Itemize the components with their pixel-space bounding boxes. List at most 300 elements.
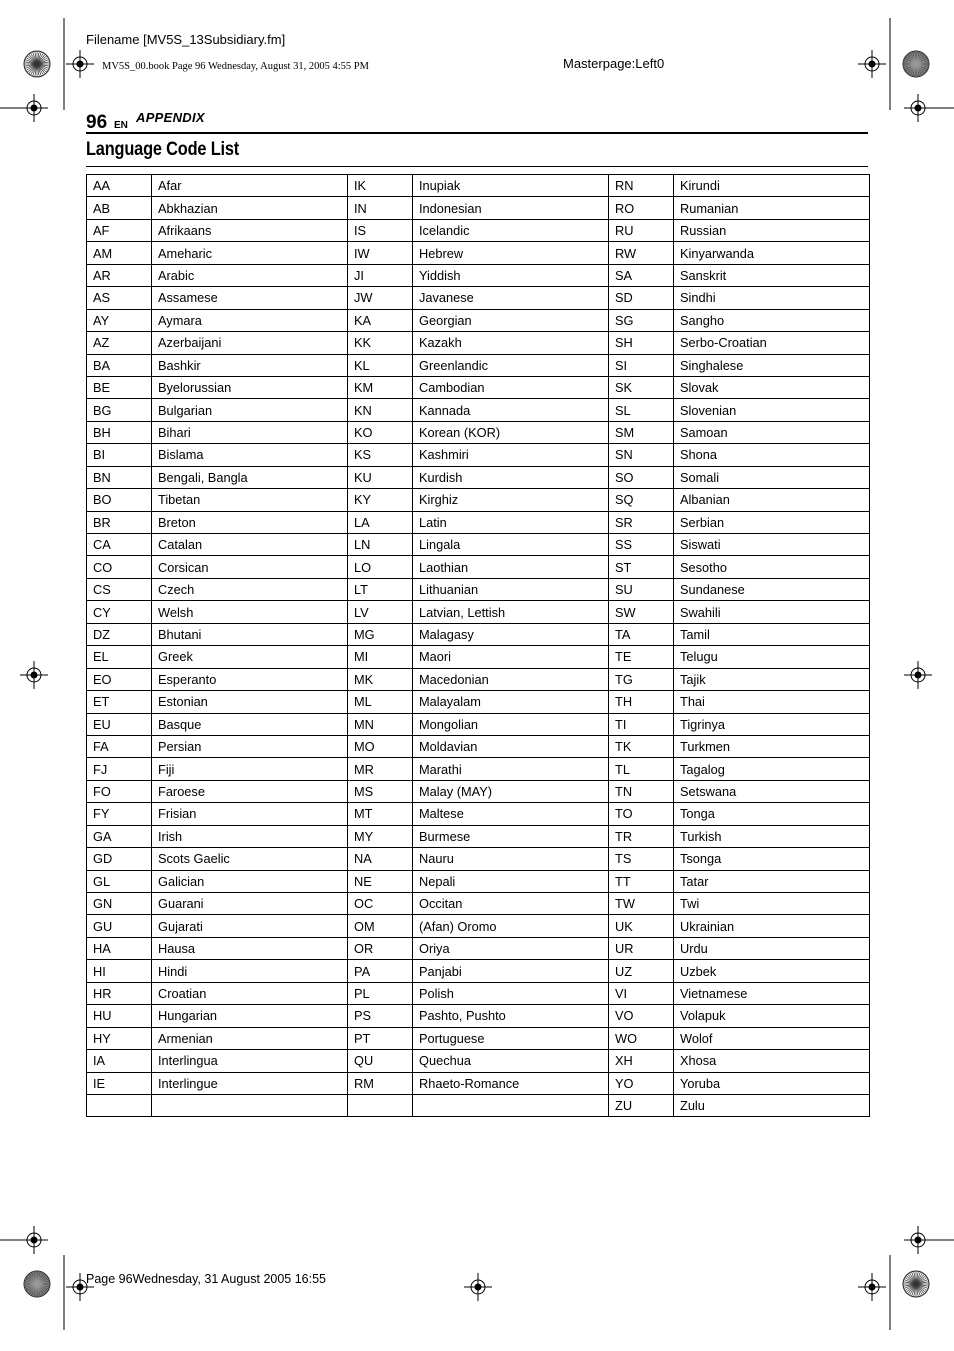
table-row <box>87 175 870 197</box>
language-name-cell: Georgian <box>413 309 609 331</box>
language-code-cell: HU <box>87 1005 152 1027</box>
language-code-cell: KU <box>348 466 413 488</box>
language-name-cell: Interlingue <box>152 1072 348 1094</box>
table-row <box>87 376 870 398</box>
language-code-cell: IN <box>348 197 413 219</box>
language-name-cell: Faroese <box>152 780 348 802</box>
footer-page-info: Page 96Wednesday, 31 August 2005 16:55 <box>86 1272 327 1286</box>
language-name-cell: Croatian <box>152 982 348 1004</box>
filename-label: Filename [MV5S_13Subsidiary.fm] <box>86 32 286 47</box>
language-name-cell: Maori <box>413 646 609 668</box>
language-code-cell: JW <box>348 287 413 309</box>
language-code-cell: PS <box>348 1005 413 1027</box>
language-name-cell: Quechua <box>413 1050 609 1072</box>
page-title: Language Code List <box>86 139 240 160</box>
table-row <box>87 489 870 511</box>
language-name-cell: Indonesian <box>413 197 609 219</box>
table-row <box>87 825 870 847</box>
language-name-cell: Lingala <box>413 534 609 556</box>
language-code-cell: FO <box>87 780 152 802</box>
language-code-cell: NE <box>348 870 413 892</box>
language-name-cell: Abkhazian <box>152 197 348 219</box>
language-name-cell: Xhosa <box>674 1050 870 1072</box>
language-name-cell: Kazakh <box>413 332 609 354</box>
language-code-cell: XH <box>609 1050 674 1072</box>
language-code-cell: BE <box>87 376 152 398</box>
language-code-cell: LA <box>348 511 413 533</box>
language-code-cell: HY <box>87 1027 152 1049</box>
language-code-cell: IS <box>348 219 413 241</box>
language-code-cell: UZ <box>609 960 674 982</box>
language-name-cell: Russian <box>674 219 870 241</box>
table-row <box>87 735 870 757</box>
table-row <box>87 219 870 241</box>
table-row <box>87 444 870 466</box>
language-code-cell: MN <box>348 713 413 735</box>
language-name-cell: Ukrainian <box>674 915 870 937</box>
registration-crosshair-icon <box>20 661 48 689</box>
language-name-cell: Bashkir <box>152 354 348 376</box>
language-code-cell: SH <box>609 332 674 354</box>
language-code-cell: CY <box>87 601 152 623</box>
language-code-cell: CA <box>87 534 152 556</box>
language-code-cell: AR <box>87 264 152 286</box>
language-code-cell: KK <box>348 332 413 354</box>
table-row <box>87 1072 870 1094</box>
table-row <box>87 1005 870 1027</box>
language-code-cell: SS <box>609 534 674 556</box>
language-name-cell: Kirundi <box>674 175 870 197</box>
language-name-cell: Aymara <box>152 309 348 331</box>
language-code-cell: BN <box>87 466 152 488</box>
table-row <box>87 780 870 802</box>
language-name-cell: Ameharic <box>152 242 348 264</box>
language-name-cell: Cambodian <box>413 376 609 398</box>
language-name-cell: Wolof <box>674 1027 870 1049</box>
language-code-cell: AY <box>87 309 152 331</box>
language-name-cell: Latvian, Lettish <box>413 601 609 623</box>
language-code-cell: GA <box>87 825 152 847</box>
language-name-cell: Hausa <box>152 937 348 959</box>
table-row <box>87 668 870 690</box>
language-code-cell: NA <box>348 848 413 870</box>
language-code-cell: VO <box>609 1005 674 1027</box>
language-code-cell: AA <box>87 175 152 197</box>
language-code-cell: MS <box>348 780 413 802</box>
language-name-cell: Inupiak <box>413 175 609 197</box>
language-name-cell: Galician <box>152 870 348 892</box>
language-name-cell: Oriya <box>413 937 609 959</box>
language-name-cell: Persian <box>152 735 348 757</box>
language-code-cell: BH <box>87 421 152 443</box>
language-code-cell: ZU <box>609 1094 674 1116</box>
language-name-cell: Albanian <box>674 489 870 511</box>
table-row <box>87 354 870 376</box>
language-code-cell: OC <box>348 893 413 915</box>
table-row <box>87 915 870 937</box>
language-code-cell: SM <box>609 421 674 443</box>
language-code-cell: EU <box>87 713 152 735</box>
language-code-cell: TR <box>609 825 674 847</box>
language-name-cell: (Afan) Oromo <box>413 915 609 937</box>
language-code-cell: LV <box>348 601 413 623</box>
table-row <box>87 287 870 309</box>
language-name-cell: Vietnamese <box>674 982 870 1004</box>
language-code-cell: KL <box>348 354 413 376</box>
language-name-cell: Corsican <box>152 556 348 578</box>
language-code-cell: GD <box>87 848 152 870</box>
registration-crosshair-icon <box>20 94 48 122</box>
table-row <box>87 511 870 533</box>
table-row <box>87 197 870 219</box>
language-name-cell: Hungarian <box>152 1005 348 1027</box>
language-code-table <box>86 174 870 1117</box>
language-name-cell: Catalan <box>152 534 348 556</box>
language-name-cell: Kurdish <box>413 466 609 488</box>
language-code-cell: SI <box>609 354 674 376</box>
language-name-cell: Mongolian <box>413 713 609 735</box>
language-name-cell: Breton <box>152 511 348 533</box>
language-name-cell: Sundanese <box>674 578 870 600</box>
language-code-cell: KO <box>348 421 413 443</box>
language-name-cell: Serbian <box>674 511 870 533</box>
page-header <box>86 108 868 134</box>
language-name-cell: Laothian <box>413 556 609 578</box>
registration-starburst-icon <box>903 51 929 77</box>
language-name-cell: Tigrinya <box>674 713 870 735</box>
language-code-cell: AF <box>87 219 152 241</box>
language-code-cell: PT <box>348 1027 413 1049</box>
language-name-cell: Hindi <box>152 960 348 982</box>
language-name-cell: Lithuanian <box>413 578 609 600</box>
table-row <box>87 1050 870 1072</box>
language-code-cell: JI <box>348 264 413 286</box>
language-name-cell: Fiji <box>152 758 348 780</box>
language-code-cell: EO <box>87 668 152 690</box>
language-code-cell: HI <box>87 960 152 982</box>
language-code-cell: SA <box>609 264 674 286</box>
language-name-cell: Shona <box>674 444 870 466</box>
language-code-cell: TL <box>609 758 674 780</box>
language-name-cell: Rumanian <box>674 197 870 219</box>
registration-crosshair-icon <box>904 1226 932 1254</box>
language-name-cell: Siswati <box>674 534 870 556</box>
language-name-cell: Turkish <box>674 825 870 847</box>
language-name-cell: Sangho <box>674 309 870 331</box>
table-row <box>87 758 870 780</box>
table-row <box>87 534 870 556</box>
table-row <box>87 421 870 443</box>
language-name-cell: Serbo-Croatian <box>674 332 870 354</box>
table-row <box>87 556 870 578</box>
language-name-cell: Yoruba <box>674 1072 870 1094</box>
language-code-cell: RO <box>609 197 674 219</box>
language-code-cell: SO <box>609 466 674 488</box>
table-row <box>87 242 870 264</box>
language-name-cell: Malay (MAY) <box>413 780 609 802</box>
language-code-cell: GN <box>87 893 152 915</box>
language-name-cell: Malayalam <box>413 691 609 713</box>
language-code-cell: ET <box>87 691 152 713</box>
language-code-cell: SG <box>609 309 674 331</box>
table-row <box>87 1027 870 1049</box>
language-code-cell: WO <box>609 1027 674 1049</box>
language-name-cell: Moldavian <box>413 735 609 757</box>
language-code-cell: SN <box>609 444 674 466</box>
language-name-cell: Uzbek <box>674 960 870 982</box>
language-code-cell: KS <box>348 444 413 466</box>
language-name-cell: Byelorussian <box>152 376 348 398</box>
language-code-cell: MT <box>348 803 413 825</box>
language-name-cell <box>152 1094 348 1116</box>
language-name-cell: Assamese <box>152 287 348 309</box>
language-code-cell: TN <box>609 780 674 802</box>
language-name-cell: Tibetan <box>152 489 348 511</box>
language-code-cell: SU <box>609 578 674 600</box>
language-name-cell: Frisian <box>152 803 348 825</box>
language-code-cell: UK <box>609 915 674 937</box>
language-code-cell: TG <box>609 668 674 690</box>
table-row <box>87 982 870 1004</box>
language-name-cell: Yiddish <box>413 264 609 286</box>
language-name-cell: Armenian <box>152 1027 348 1049</box>
language-name-cell: Thai <box>674 691 870 713</box>
language-code-cell: AZ <box>87 332 152 354</box>
language-name-cell: Javanese <box>413 287 609 309</box>
language-name-cell: Tagalog <box>674 758 870 780</box>
language-name-cell: Hebrew <box>413 242 609 264</box>
language-code-cell <box>87 1094 152 1116</box>
language-code-cell: AM <box>87 242 152 264</box>
registration-starburst-icon <box>24 1271 50 1297</box>
language-name-cell: Pashto, Pushto <box>413 1005 609 1027</box>
language-code-cell: LO <box>348 556 413 578</box>
table-row <box>87 937 870 959</box>
language-code-cell: DZ <box>87 623 152 645</box>
language-name-cell: Somali <box>674 466 870 488</box>
language-name-cell: Latin <box>413 511 609 533</box>
language-code-cell: RU <box>609 219 674 241</box>
table-row <box>87 309 870 331</box>
language-code-cell: BG <box>87 399 152 421</box>
table-row <box>87 466 870 488</box>
registration-starburst-icon <box>903 1271 929 1297</box>
language-code-cell: ST <box>609 556 674 578</box>
language-code-cell: FA <box>87 735 152 757</box>
language-name-cell: Greek <box>152 646 348 668</box>
language-name-cell: Kannada <box>413 399 609 421</box>
language-name-cell: Tatar <box>674 870 870 892</box>
table-row <box>87 870 870 892</box>
language-code-cell: IE <box>87 1072 152 1094</box>
table-row <box>87 691 870 713</box>
language-code-cell: MI <box>348 646 413 668</box>
language-code-cell: RW <box>609 242 674 264</box>
language-name-cell: Bulgarian <box>152 399 348 421</box>
language-code-cell: AB <box>87 197 152 219</box>
language-code-cell: TT <box>609 870 674 892</box>
table-row <box>87 848 870 870</box>
language-name-cell: Icelandic <box>413 219 609 241</box>
language-code-cell: SQ <box>609 489 674 511</box>
language-code-cell: BA <box>87 354 152 376</box>
language-name-cell: Azerbaijani <box>152 332 348 354</box>
table-row <box>87 1094 870 1116</box>
language-code-cell: SK <box>609 376 674 398</box>
language-name-cell: Burmese <box>413 825 609 847</box>
table-row <box>87 803 870 825</box>
language-code-cell: QU <box>348 1050 413 1072</box>
language-code-cell: KM <box>348 376 413 398</box>
language-name-cell: Tonga <box>674 803 870 825</box>
language-code-cell: TA <box>609 623 674 645</box>
language-code-cell: RM <box>348 1072 413 1094</box>
language-name-cell: Bhutani <box>152 623 348 645</box>
language-code-cell: KN <box>348 399 413 421</box>
table-row <box>87 623 870 645</box>
language-name-cell: Nepali <box>413 870 609 892</box>
language-name-cell: Telugu <box>674 646 870 668</box>
language-name-cell: Setswana <box>674 780 870 802</box>
language-code-cell: MR <box>348 758 413 780</box>
registration-crosshair-icon <box>904 94 932 122</box>
language-name-cell: Samoan <box>674 421 870 443</box>
registration-crosshair-icon <box>904 661 932 689</box>
language-name-cell: Tamil <box>674 623 870 645</box>
language-code-cell: KY <box>348 489 413 511</box>
registration-crosshair-icon <box>858 1273 886 1301</box>
table-row <box>87 332 870 354</box>
language-name-cell: Tajik <box>674 668 870 690</box>
language-code-cell: GU <box>87 915 152 937</box>
language-code-cell: OR <box>348 937 413 959</box>
language-name-cell: Greenlandic <box>413 354 609 376</box>
language-code-cell: LN <box>348 534 413 556</box>
language-code-cell: HA <box>87 937 152 959</box>
language-name-cell: Urdu <box>674 937 870 959</box>
language-code-cell: SR <box>609 511 674 533</box>
language-name-cell: Sanskrit <box>674 264 870 286</box>
table-row <box>87 578 870 600</box>
language-code-cell: MG <box>348 623 413 645</box>
language-code-cell: IW <box>348 242 413 264</box>
language-tag: EN <box>114 120 128 131</box>
language-name-cell: Twi <box>674 893 870 915</box>
language-code-cell: PL <box>348 982 413 1004</box>
language-name-cell: Malagasy <box>413 623 609 645</box>
language-name-cell: Arabic <box>152 264 348 286</box>
table-row <box>87 399 870 421</box>
table-row <box>87 601 870 623</box>
language-code-cell: VI <box>609 982 674 1004</box>
table-row <box>87 893 870 915</box>
language-code-cell: AS <box>87 287 152 309</box>
registration-crosshair-icon <box>20 1226 48 1254</box>
language-code-cell: YO <box>609 1072 674 1094</box>
masterpage-label: Masterpage:Left0 <box>563 56 665 71</box>
title-divider <box>86 166 868 167</box>
language-code-cell: BR <box>87 511 152 533</box>
language-name-cell: Esperanto <box>152 668 348 690</box>
language-name-cell: Sindhi <box>674 287 870 309</box>
language-code-cell: SD <box>609 287 674 309</box>
language-name-cell: Slovak <box>674 376 870 398</box>
language-code-cell: MO <box>348 735 413 757</box>
table-row <box>87 264 870 286</box>
language-name-cell: Irish <box>152 825 348 847</box>
registration-crosshair-icon <box>66 50 94 78</box>
language-name-cell: Macedonian <box>413 668 609 690</box>
language-code-cell: PA <box>348 960 413 982</box>
language-code-cell: IA <box>87 1050 152 1072</box>
page-number: 96 <box>86 112 108 133</box>
language-code-cell: TE <box>609 646 674 668</box>
language-code-cell: TH <box>609 691 674 713</box>
language-code-cell <box>348 1094 413 1116</box>
language-name-cell: Occitan <box>413 893 609 915</box>
language-name-cell: Slovenian <box>674 399 870 421</box>
registration-crosshair-icon <box>858 50 886 78</box>
language-name-cell: Marathi <box>413 758 609 780</box>
book-info-line: MV5S_00.book Page 96 Wednesday, August 31, 2005 4:55 PM <box>102 61 369 72</box>
language-name-cell: Basque <box>152 713 348 735</box>
language-name-cell: Gujarati <box>152 915 348 937</box>
language-name-cell: Bihari <box>152 421 348 443</box>
language-code-cell: KA <box>348 309 413 331</box>
language-code-cell: BI <box>87 444 152 466</box>
language-code-cell: SW <box>609 601 674 623</box>
language-code-cell: TO <box>609 803 674 825</box>
language-code-cell: TI <box>609 713 674 735</box>
language-name-cell <box>413 1094 609 1116</box>
language-name-cell: Maltese <box>413 803 609 825</box>
language-code-cell: HR <box>87 982 152 1004</box>
language-name-cell: Portuguese <box>413 1027 609 1049</box>
table-row <box>87 960 870 982</box>
language-name-cell: Nauru <box>413 848 609 870</box>
language-name-cell: Welsh <box>152 601 348 623</box>
language-code-cell: TW <box>609 893 674 915</box>
language-code-cell: IK <box>348 175 413 197</box>
language-name-cell: Estonian <box>152 691 348 713</box>
language-name-cell: Singhalese <box>674 354 870 376</box>
language-name-cell: Bislama <box>152 444 348 466</box>
language-name-cell: Zulu <box>674 1094 870 1116</box>
language-name-cell: Rhaeto-Romance <box>413 1072 609 1094</box>
language-name-cell: Polish <box>413 982 609 1004</box>
language-code-cell: UR <box>609 937 674 959</box>
table-row <box>87 713 870 735</box>
language-code-cell: CS <box>87 578 152 600</box>
language-name-cell: Interlingua <box>152 1050 348 1072</box>
language-code-cell: MK <box>348 668 413 690</box>
language-name-cell: Afrikaans <box>152 219 348 241</box>
registration-crosshair-icon <box>464 1273 492 1301</box>
language-code-cell: OM <box>348 915 413 937</box>
language-name-cell: Sesotho <box>674 556 870 578</box>
language-code-cell: BO <box>87 489 152 511</box>
language-name-cell: Panjabi <box>413 960 609 982</box>
language-name-cell: Korean (KOR) <box>413 421 609 443</box>
section-name: APPENDIX <box>136 110 205 125</box>
language-code-cell: MY <box>348 825 413 847</box>
language-name-cell: Swahili <box>674 601 870 623</box>
language-name-cell: Turkmen <box>674 735 870 757</box>
language-name-cell: Volapuk <box>674 1005 870 1027</box>
language-code-cell: EL <box>87 646 152 668</box>
language-name-cell: Kirghiz <box>413 489 609 511</box>
table-row <box>87 646 870 668</box>
